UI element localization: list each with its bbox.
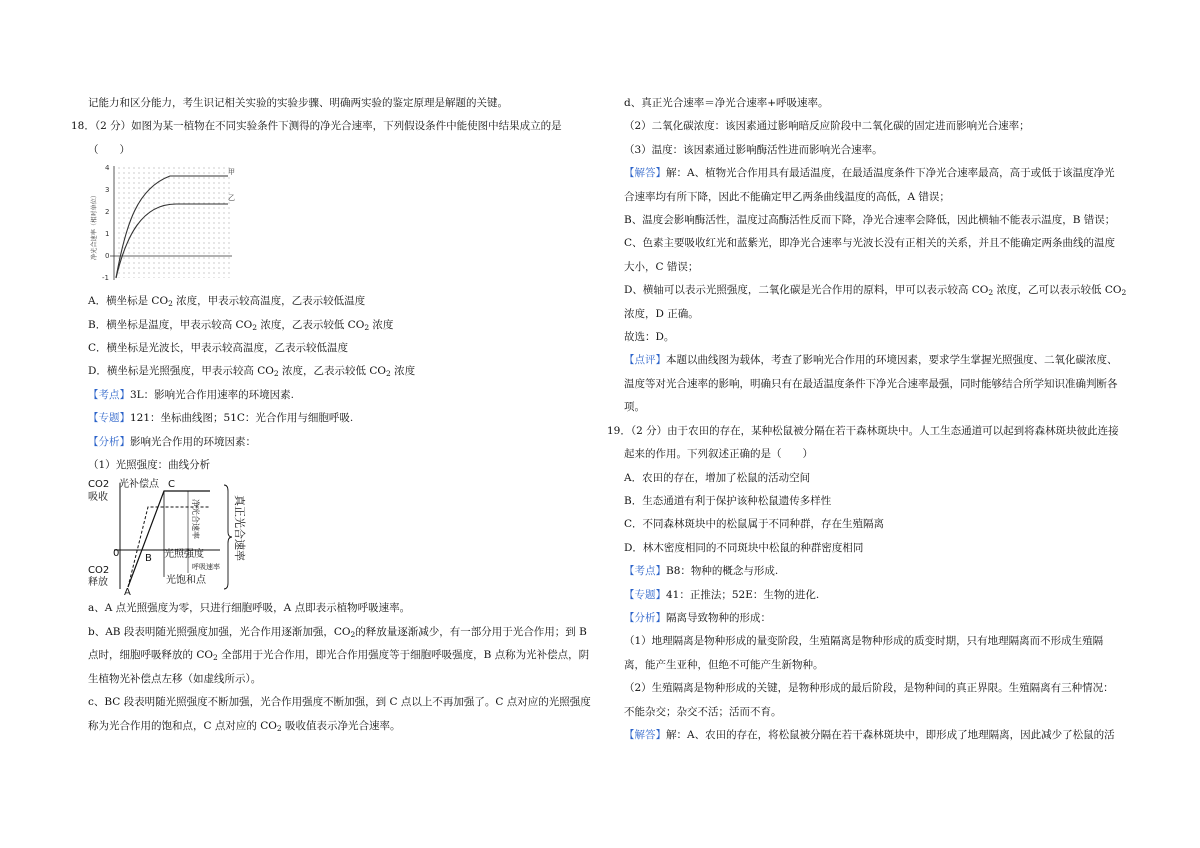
release-label: 释放 bbox=[88, 577, 108, 589]
jieda-line-4: C、色素主要吸收红光和蓝紫光，即净光合速率与光波长没有正相关的关系，并且不能确定两条曲线的温度 bbox=[624, 237, 1116, 250]
q19-option-b: B．生态通道有利于保护该种松鼠遗传多样性 bbox=[624, 494, 832, 507]
question-18-bracket: （ ） bbox=[88, 143, 130, 156]
jieda-line-7: 浓度，D 正确。 bbox=[624, 307, 699, 320]
text-line: 记能力和区分能力，考生识记相关实验的实验步骤、明确两实验的鉴定原理是解题的关键。 bbox=[88, 97, 508, 109]
jieda-line-2: 合速率均有所下降，因此不能确定甲乙两条曲线温度的高低，A 错误； bbox=[624, 190, 950, 203]
bc-line-2: 称为光合作用的饱和点，C 点对应的 $CO_2$ 吸收值表示净光合速率。 bbox=[88, 719, 401, 733]
point-a-explain: a、A 点光照强度为零，只进行细胞呼吸，A 点即表示植物呼吸速率。 bbox=[88, 602, 411, 615]
q19-jieda: 【解答】解：A、农田的存在，将松鼠被分隔在若干森林斑块中，即形成了地理隔离，因此减少了松鼠的活 bbox=[624, 728, 1115, 741]
jieda-tag: 【解答】 bbox=[624, 728, 666, 741]
jieda-answer: 故选：D。 bbox=[624, 331, 675, 344]
question-18-stem: 18．（2 分）如图为某一植物在不同实验条件下测得的净光合速率，下列假设条件中能使图中结果成立的是 bbox=[71, 120, 562, 133]
left-column bbox=[71, 92, 598, 738]
q19-fenxi: 【分析】隔离导致物种的形成： bbox=[624, 611, 771, 624]
zhuanti-tag: 【专题】 bbox=[88, 412, 130, 425]
light-axis-label: 光照强度 bbox=[164, 549, 204, 561]
figure-net-photosynthesis bbox=[88, 162, 598, 290]
light-intensity-heading: （1）光照强度：曲线分析 bbox=[88, 459, 211, 472]
repro-isolation-1: （2）生殖隔离是物种形成的关键，是物种形成的最后阶段，是物种间的真正界限。生殖隔离有三种情况： bbox=[624, 682, 1114, 695]
comp-point-label: 光补偿点 bbox=[119, 479, 159, 491]
geo-isolation-1: （1）地理隔离是物种形成的量变阶段，生殖隔离是物种形成的质变时期，只有地理隔离而不形成生殖隔 bbox=[624, 635, 1104, 648]
zhuanti-line: 【专题】121：坐标曲线图；51C：光合作用与细胞呼吸. bbox=[88, 412, 354, 425]
y-tick-label: -1 bbox=[102, 274, 109, 283]
kaodian-tag: 【考点】 bbox=[88, 388, 130, 401]
kaodian-tag: 【考点】 bbox=[624, 565, 666, 578]
right-column bbox=[607, 92, 1134, 747]
q19-zhuanti: 【专题】41：正推法；52E：生物的进化. bbox=[624, 588, 820, 601]
kaodian-line: 【考点】3L：影响光合作用速率的环境因素. bbox=[88, 388, 294, 401]
jieda-line-6: D、横轴可以表示光照强度，二氧化碳是光合作用的原料，甲可以表示较高 $CO_2$ 浓度，乙可以表示较低 $CO_2$ bbox=[624, 284, 1127, 298]
plot-area bbox=[114, 166, 232, 278]
ab-line-2: 点时，细胞呼吸释放的 $CO_2$ 全部用于光合作用，即光合作用强度等于细胞呼吸强度，B 点称为光补偿点，阴 bbox=[88, 649, 590, 663]
option-c: C．横坐标是光波长，甲表示较高温度，乙表示较低温度 bbox=[88, 342, 349, 355]
co2-bottom-label: CO2 bbox=[88, 565, 110, 577]
bc-line-1: c、BC 段表明随光照强度不断加强，光合作用强度不断加强，到 C 点以上不再加强了。C 点对应的光照强度 bbox=[88, 696, 591, 709]
true-rate-formula: d、真正光合速率＝净光合速率+呼吸速率。 bbox=[624, 97, 829, 109]
brace bbox=[224, 485, 232, 589]
question-19-stem-2: 起来的作用。下列叙述正确的是（ ） bbox=[624, 448, 813, 461]
y-tick-label: 2 bbox=[105, 208, 110, 217]
q19-kaodian: 【考点】B8：物种的概念与形成. bbox=[624, 565, 779, 578]
fenxi-tag: 【分析】 bbox=[624, 611, 666, 624]
point-c-label: C bbox=[168, 479, 175, 491]
ab-line-1: b、AB 段表明随光照强度加强，光合作用逐渐加强，$CO_2$的释放量逐渐减少，有一部分用于光合作用；到 B bbox=[88, 625, 587, 639]
jieda-line-3: B、温度会影响酶活性，温度过高酶活性反而下降，净光合速率会降低，因此横轴不能表示温度，B 错误； bbox=[624, 214, 1116, 227]
zhuanti-tag: 【专题】 bbox=[624, 588, 666, 601]
curve-yi-label: 乙 bbox=[228, 194, 235, 203]
origin-label: 0 bbox=[113, 548, 120, 560]
question-19-stem: 19．（2 分）由于农田的存在，某种松鼠被分隔在若干森林斑块中。人工生态通道可以起到将森林斑块彼此连接 bbox=[607, 424, 1119, 437]
y-tick-label: 1 bbox=[105, 230, 110, 239]
option-b: B．横坐标是温度，甲表示较高 $CO_2$ 浓度，乙表示较低 $CO_2$ 浓度 bbox=[88, 318, 394, 332]
option-a: A．横坐标是 $CO_2$ 浓度，甲表示较高温度，乙表示较低温度 bbox=[88, 295, 366, 309]
jieda-line-1: 【解答】解：A、植物光合作用具有最适温度，在最适温度条件下净光合速率最高，高于或低于该温度净光 bbox=[624, 167, 1115, 180]
repro-isolation-2: 不能杂交；杂交不活；活而不育。 bbox=[624, 705, 782, 718]
dianping-line-3: 项。 bbox=[624, 401, 645, 414]
fenxi-tag: 【分析】 bbox=[88, 435, 130, 448]
dianping-line-1: 【点评】本题以曲线图为载体，考查了影响光合作用的环境因素，要求学生掌握光照强度、二氧化碳浓度、 bbox=[624, 354, 1118, 367]
dianping-tag: 【点评】 bbox=[624, 354, 666, 367]
q19-option-c: C．不同森林斑块中的松鼠属于不同种群，存在生殖隔离 bbox=[624, 518, 885, 531]
y-tick-label: 0 bbox=[105, 252, 110, 261]
y-tick-label: 3 bbox=[105, 186, 110, 195]
geo-isolation-2: 离，能产生亚种，但绝不可能产生新物种。 bbox=[624, 658, 824, 671]
co2-top-label: CO2 bbox=[88, 479, 110, 491]
temp-factor: （3）温度：该因素通过影响酶活性进而影响光合速率。 bbox=[624, 143, 883, 156]
y-tick-labels bbox=[102, 164, 110, 282]
absorb-label: 吸收 bbox=[88, 492, 108, 504]
true-rate-label: 真正光合速率 bbox=[233, 495, 246, 562]
jieda-tag: 【解答】 bbox=[624, 167, 666, 180]
curve-jia-label: 甲 bbox=[228, 168, 235, 177]
co2-factor: （2）二氧化碳浓度：该因素通过影响暗反应阶段中二氧化碳的固定进而影响光合速率； bbox=[624, 120, 1030, 133]
q19-option-d: D．林木密度相同的不同斑块中松鼠的种群密度相同 bbox=[624, 541, 864, 554]
option-d: D．横坐标是光照强度，甲表示较高 $CO_2$ 浓度，乙表示较低 $CO_2$ 浓度 bbox=[88, 365, 416, 379]
ab-line-3: 生植物光补偿点左移（如虚线所示）。 bbox=[88, 672, 262, 685]
jieda-line-5: 大小，C 错误； bbox=[624, 260, 699, 273]
net-photosynthesis-chart bbox=[88, 162, 258, 290]
y-axis-label: 净光合速率（相对单位） bbox=[91, 192, 98, 261]
resp-rate-label: 呼吸速率 bbox=[192, 563, 220, 572]
y-tick-label: 4 bbox=[105, 164, 110, 173]
q19-option-a: A．农田的存在，增加了松鼠的活动空间 bbox=[624, 471, 811, 484]
dianping-line-2: 温度等对光合速率的影响，明确只有在最适温度条件下净光合速率最强，同时能够结合所学知识准确判断各 bbox=[624, 377, 1118, 390]
point-a-label: A bbox=[124, 587, 131, 598]
sat-point-label: 光饱和点 bbox=[166, 575, 206, 587]
light-response-diagram bbox=[88, 477, 268, 597]
figure-light-curve bbox=[88, 477, 598, 597]
point-b-label: B bbox=[145, 553, 152, 565]
fenxi-line: 【分析】影响光合作用的环境因素： bbox=[88, 435, 256, 448]
net-rate-label: 净光合速率 bbox=[191, 499, 200, 540]
